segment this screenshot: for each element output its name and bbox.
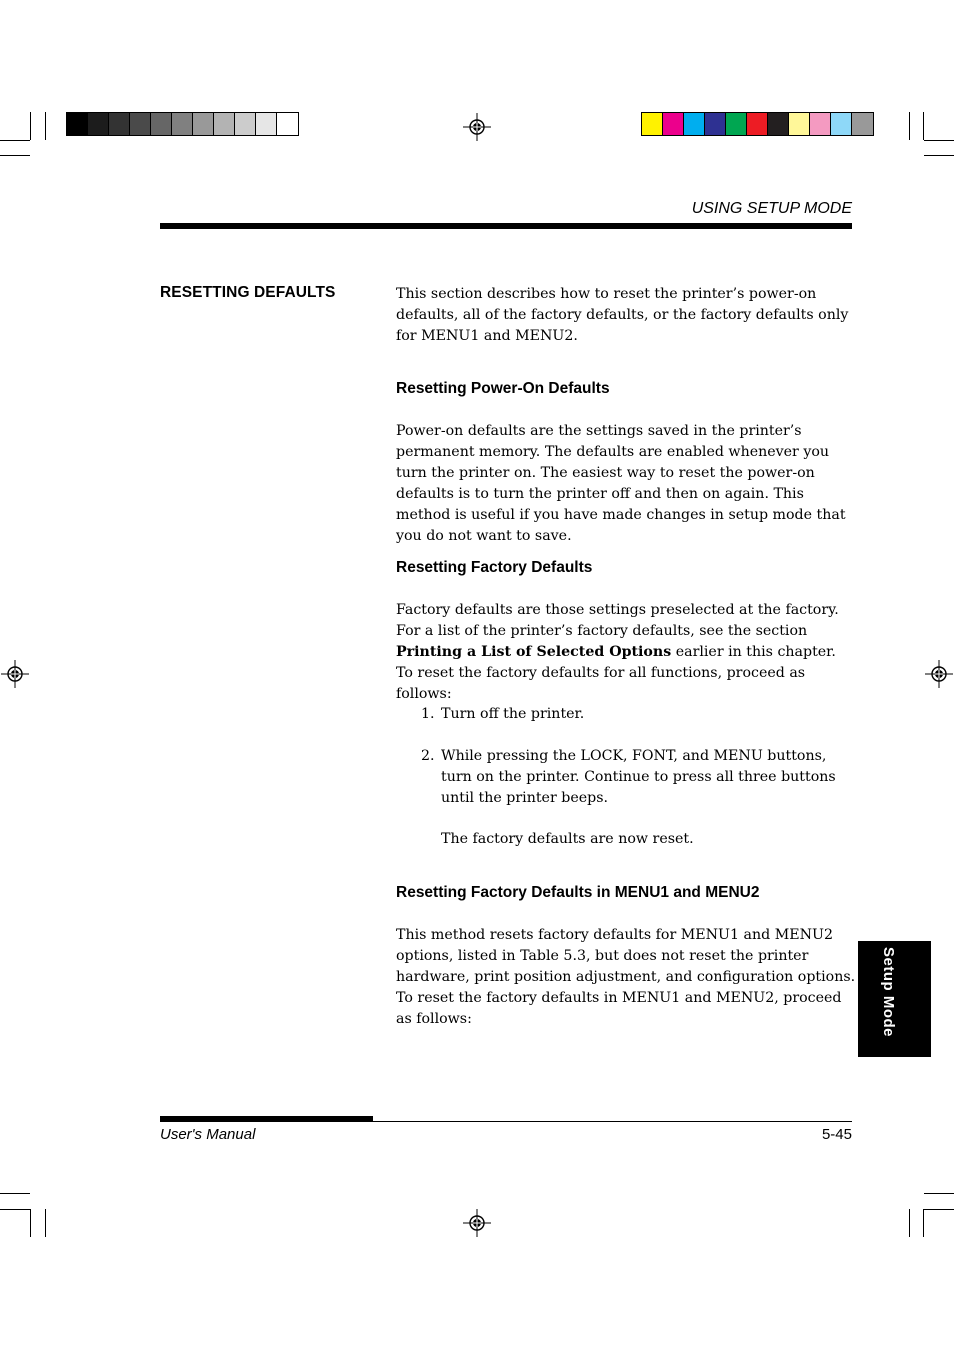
intro-paragraph: This section describes how to reset the printer’s power-on defaults, all of the factory defaults, or the factory defaults only for MENU1 and MENU2.: [396, 286, 849, 344]
registration-mark-icon: [1, 660, 29, 688]
gray-swatch: [67, 113, 88, 135]
subheading-factory-defaults: Resetting Factory Defaults: [396, 559, 593, 576]
gray-swatch: [130, 113, 151, 135]
gray-swatch: [235, 113, 256, 135]
step-number: 2.: [421, 748, 435, 764]
step-number: 1.: [421, 706, 435, 722]
step-text: While pressing the LOCK, FONT, and MENU buttons, turn on the printer. Continue to press all three buttons until the printer beeps.: [441, 748, 836, 806]
gray-swatch: [88, 113, 109, 135]
thumb-tab-label: Setup Mode: [880, 947, 897, 1037]
color-swatch: [747, 113, 768, 135]
color-swatch: [831, 113, 852, 135]
registration-mark-icon: [925, 660, 953, 688]
subheading-menu-defaults: Resetting Factory Defaults in MENU1 and MENU2: [396, 884, 760, 901]
gray-swatch: [172, 113, 193, 135]
gray-swatch: [193, 113, 214, 135]
step-result: The factory defaults are now reset.: [441, 831, 694, 847]
grayscale-calibration-bar: [66, 112, 299, 136]
color-swatch: [705, 113, 726, 135]
color-swatch: [684, 113, 705, 135]
gray-swatch: [277, 113, 298, 135]
registration-mark-icon: [463, 113, 491, 141]
footer-rule: [160, 1121, 852, 1122]
paragraph-text: earlier in this chapter. To reset the factory defaults for all functions, proceed as follows:: [396, 643, 836, 702]
menu-defaults-paragraph: This method resets factory defaults for MENU1 and MENU2 options, listed in Table 5.3, but does not reset the printer hardware, print position adjustment, and configuration options. To reset the factory defaults in MENU1 and MENU2, proceed as follows:: [396, 927, 856, 1027]
color-swatch: [726, 113, 747, 135]
registration-mark-icon: [463, 1209, 491, 1237]
factory-defaults-paragraph: [396, 600, 856, 705]
gray-swatch: [109, 113, 130, 135]
color-swatch: [852, 113, 873, 135]
subheading-power-on-defaults: Resetting Power-On Defaults: [396, 380, 610, 397]
power-on-defaults-paragraph: Power-on defaults are the settings saved in the printer’s permanent memory. The defaults are enabled whenever you turn the printer on. The easiest way to reset the power-on defaults is to turn the printer off and then on again. This method is useful if you have made changes in setup mode that you do not want to save.: [396, 423, 846, 544]
color-swatch: [642, 113, 663, 135]
cross-reference: Printing a List of Selected Options: [396, 643, 672, 660]
paragraph-text: Factory defaults are those settings preselected at the factory. For a list of the printer’s factory defaults, see the section: [396, 602, 839, 639]
color-swatch: [663, 113, 684, 135]
section-heading: RESETTING DEFAULTS: [160, 284, 336, 301]
color-calibration-bar: [641, 112, 874, 136]
running-header: USING SETUP MODE: [691, 200, 852, 217]
color-swatch: [768, 113, 789, 135]
chapter-thumb-tab: [858, 941, 931, 1057]
color-swatch: [810, 113, 831, 135]
gray-swatch: [256, 113, 277, 135]
footer-manual-title: User's Manual: [160, 1126, 256, 1143]
step-text: Turn off the printer.: [441, 706, 585, 722]
page-number: 5-45: [821, 1126, 852, 1143]
color-swatch: [789, 113, 810, 135]
gray-swatch: [214, 113, 235, 135]
gray-swatch: [151, 113, 172, 135]
header-rule: [160, 223, 852, 229]
